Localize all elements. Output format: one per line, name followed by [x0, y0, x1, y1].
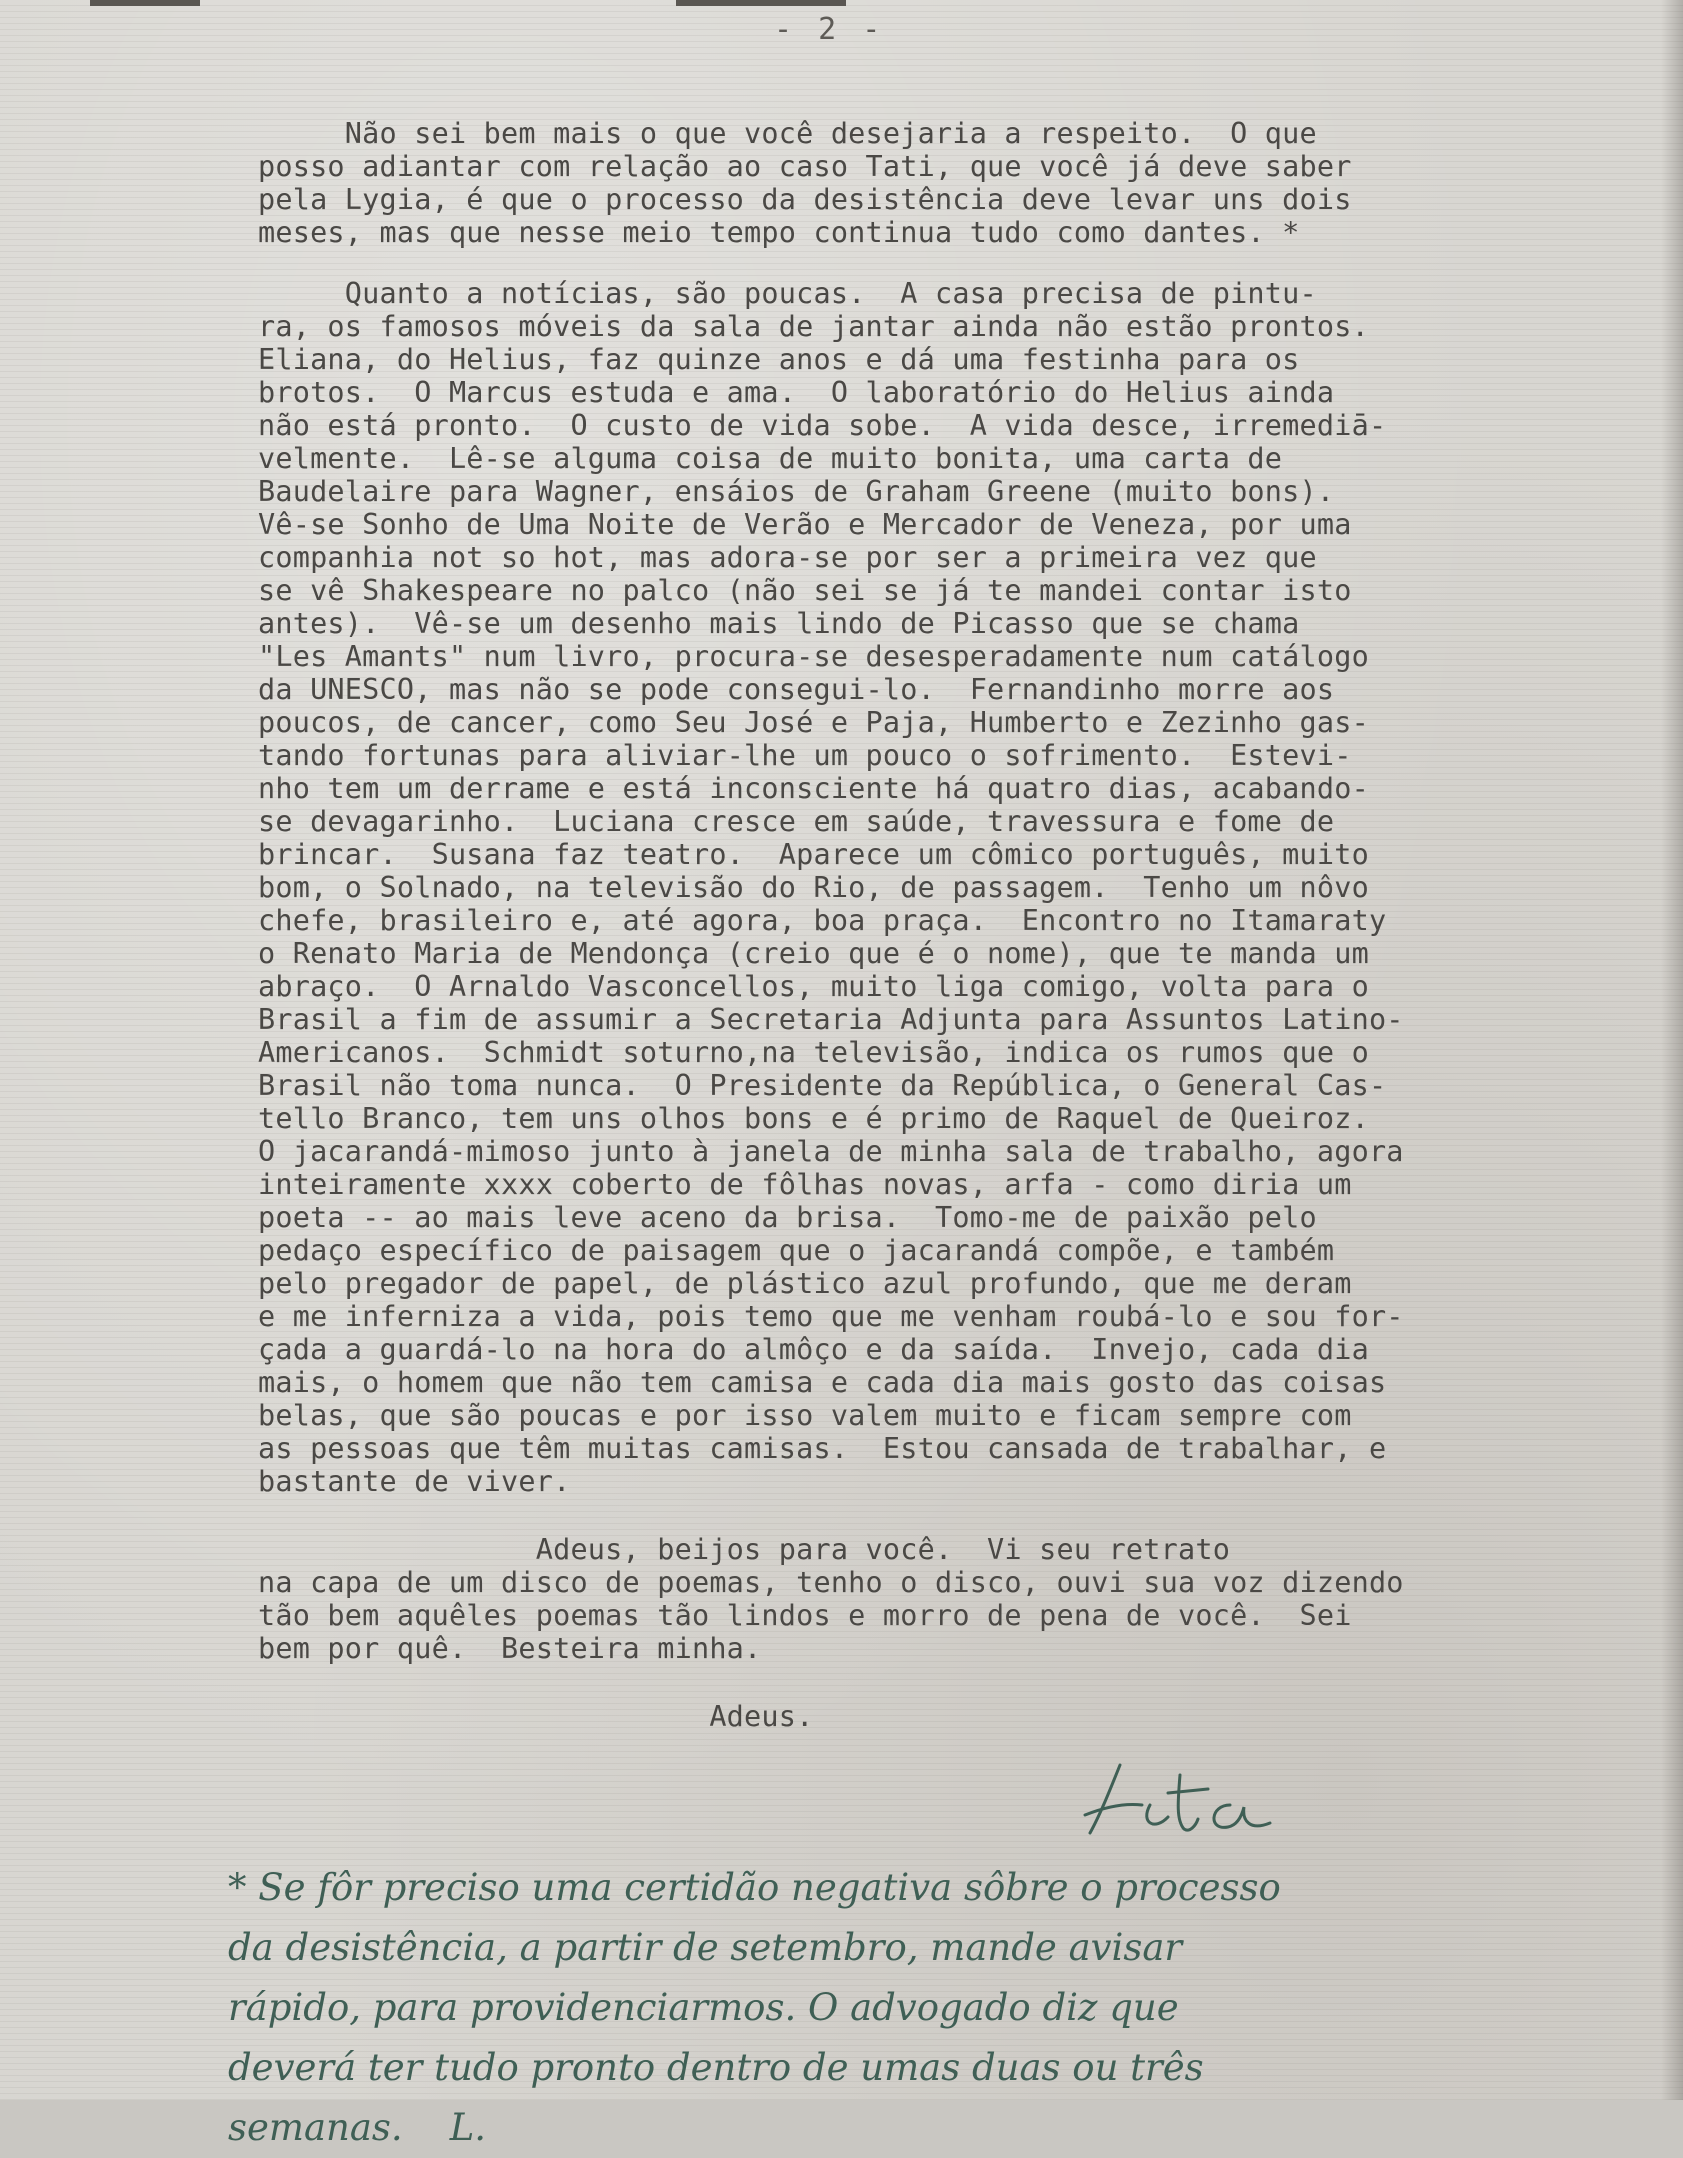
paragraph-adeus-beijos: Adeus, beijos para você. Vi seu retrato na capa de um disco de poemas, tenho o disco, ouvi sua voz dizendo tão bem aquêles poemas tão lindos e morro de pena de você. Sei bem por quê. Besteira minha.: [258, 1533, 1404, 1665]
page-number: - 2 -: [774, 12, 885, 47]
paper-edge-mark: [676, 0, 846, 6]
paragraph-noticias: Quanto a notícias, são poucas. A casa precisa de pintu- ra, os famosos móveis da sala de jantar ainda não estão prontos. Eliana, do Helius, faz quinze anos e dá uma festinha para os brotos. O Marcus estuda e ama. O laboratório do Helius ainda não está pronto. O custo de vida sobe. A vida desce, irremediā- velmente. Lê-se alguma coisa de muito bonita, uma carta de Baudelaire para Wagner, ensáios de Graham Greene (muito bons). Vê-se Sonho de Uma Noite de Verão e Mercador de Veneza, por uma companhia not so hot, mas adora-se por ser a primeira vez que se vê Shakespeare no palco (não sei se já te mandei contar isto antes). Vê-se um desenho mais lindo de Picasso que se chama "Les Amants" num livro, procura-se desesperadamente num catálogo da UNESCO, mas não se pode consegui-lo. Fernandinho morre aos poucos, de cancer, como Seu José e Paja, Humberto e Zezinho gas- tando fortunas para aliviar-lhe um pouco o sofrimento. Estevi- nho tem um derrame e está inconsciente há quatro dias, acabando- se devagarinho. Luciana cresce em saúde, travessura e fome de brincar. Susana faz teatro. Aparece um cômico português, muito bom, o Solnado, na televisão do Rio, de passagem. Tenho um nôvo chefe, brasileiro e, até agora, boa praça. Encontro no Itamaraty o Renato Maria de Mendonça (creio que é o nome), que te manda um abraço. O Arnaldo Vasconcellos, muito liga comigo, volta para o Brasil a fim de assumir a Secretaria Adjunta para Assuntos Latino- Americanos. Schmidt soturno,na televisão, indica os rumos que o Brasil não toma nunca. O Presidente da República, o General Cas- tello Branco, tem uns olhos bons e é primo de Raquel de Queiroz. O jacarandá-mimoso junto à janela de minha sala de trabalho, agora inteiramente xxxx coberto de fôlhas novas, arfa - como diria um poeta -- ao mais leve aceno da brisa. Tomo-me de paixão pelo pedaço específico de paisagem que o jacarandá compõe, e também pelo pregador de papel, de plástico azul profundo, que me deram e me inferniza a vida, pois temo que me venham roubá-lo e sou for- çada a guardá-lo na hora do almôço e da saída. Invejo, cada dia mais, o homem que não tem camisa e cada dia mais gosto das coisas belas, que são poucas e por isso valem muito e ficam sempre com as pessoas que têm muitas camisas. Estou cansada de trabalhar, e bastante de viver.: [258, 277, 1404, 1498]
paragraph-processo: Não sei bem mais o que você desejaria a respeito. O que posso adiantar com relação ao caso Tati, que você já deve saber pela Lygia, é que o processo da desistência deve levar uns dois meses, mas que nesse meio tempo continua tudo como dantes. *: [258, 117, 1352, 249]
closing-adeus: Adeus.: [258, 1700, 814, 1733]
handwritten-postscript: * Se fôr preciso uma certidão negativa sôbre o processo da desistência, a partir de setembro, mande avisar rápido, para providenciarmos. O advogado diz que deverá ter tudo pronto dentro de umas duas ou três semanas. L.: [228, 1866, 1281, 2149]
paper-edge-mark: [90, 0, 200, 6]
torn-edge-shadow: [1661, 0, 1683, 2100]
handwritten-signature: [1080, 1745, 1300, 1845]
